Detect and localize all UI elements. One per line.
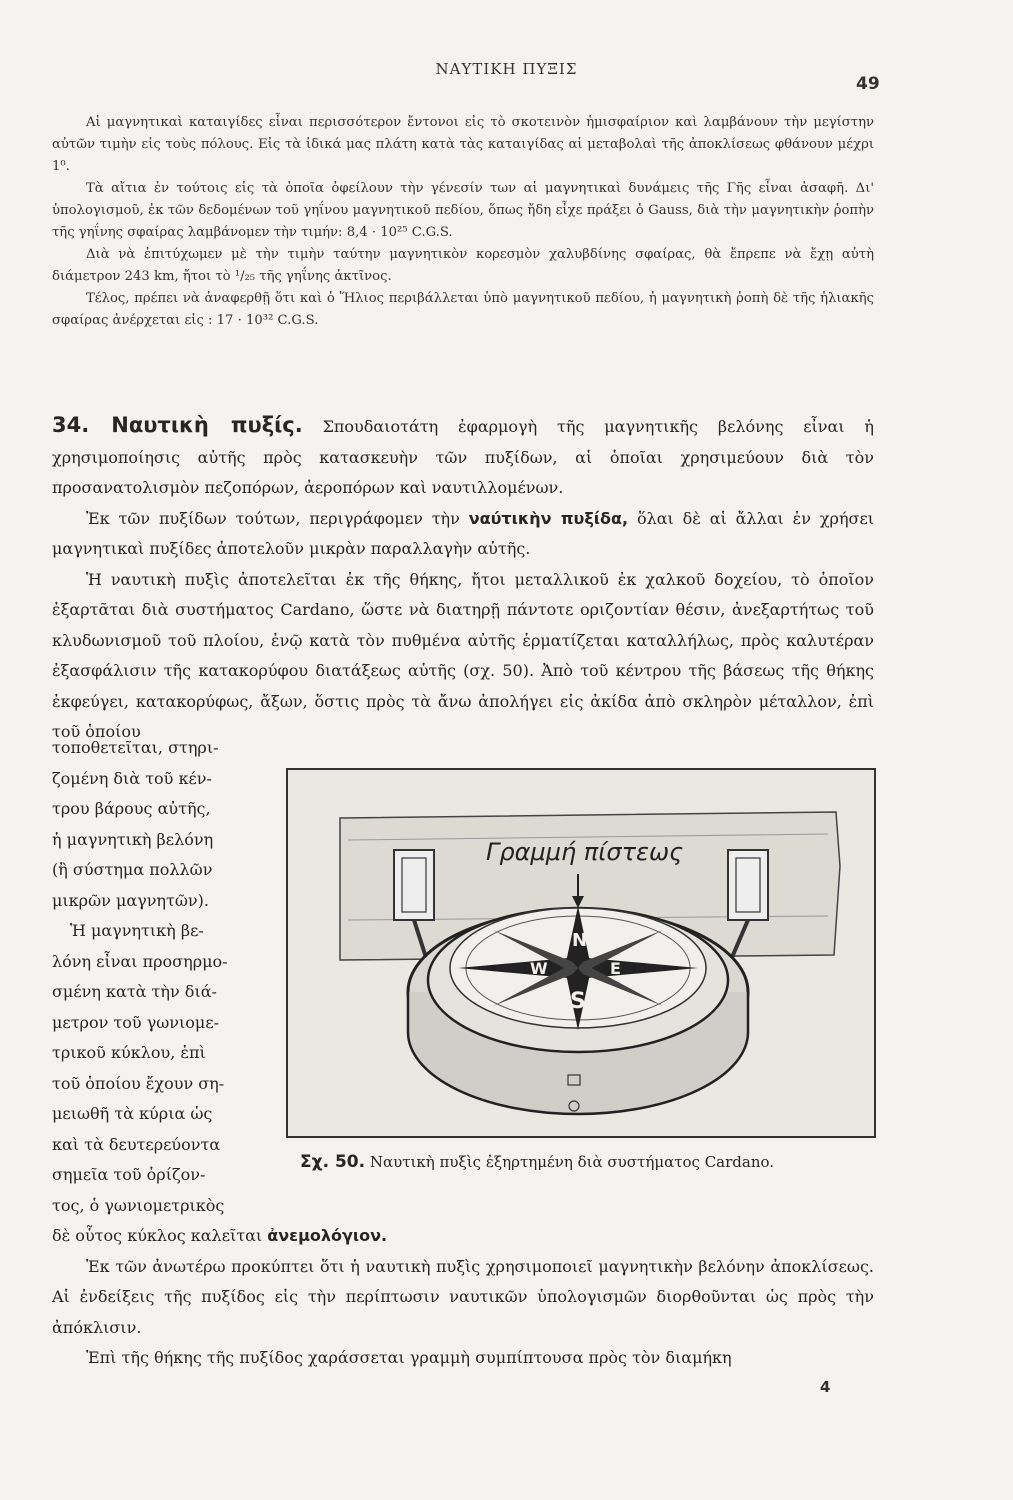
wrap-line: λόνη εἶναι προσηρμο- — [52, 951, 228, 971]
intro-text — [52, 112, 874, 332]
compass-figure — [286, 768, 876, 1138]
section-paragraph-1 — [52, 410, 874, 504]
wrap-line: καὶ τὰ δευτερεύοντα — [52, 1134, 221, 1154]
section-body-continued — [52, 1221, 874, 1374]
caption-number: Σχ. 50. — [300, 1152, 366, 1172]
wrap-text-column — [52, 733, 262, 1221]
page-number: 49 — [856, 74, 880, 94]
compass-illustration — [288, 770, 874, 1136]
printer-signature: 4 — [820, 1378, 831, 1396]
wrap-line: Ἡ μαγνητικὴ βε- — [70, 921, 204, 940]
section-paragraph-3: Ἡ ναυτικὴ πυξὶς ἀποτελεῖται ἐκ τῆς θήκης, ἤτοι μεταλλικοῦ ἐκ χαλκοῦ δοχείου, τὸ ὁποῖον ἐξαρτᾶται διὰ συστήματος Cardano, ὥστε νὰ διατηρῇ πάντοτε οριζοντίαν θέσιν, ἀνεξαρτήτως τοῦ κλυδωνισμοῦ τοῦ πλοίου, ἐνῷ κατὰ τὸν πυθμένα αὐτῆς ἑρματίζεται καταλλήλως, πρὸς καλυτέραν ἐξασφάλισιν τῆς κατακορύφου διατάξεως αὐτῆς (σχ. 50). Ἀπὸ τοῦ κέντρου τῆς βάσεως τῆς θήκης ἐκφεύγει, κατακορύφως, ἄξων, ὅστις πρὸς τὰ ἄνω ἀπολήγει εἰς ἀκίδα ἀπὸ σκληρὸν μέταλλον, ἐπὶ τοῦ ὁποίου — [52, 569, 874, 741]
wrap-line: τρου βάρους αὐτῆς, — [52, 799, 211, 818]
wrap-line: τοῦ ὁποίου ἔχουν ση- — [52, 1073, 225, 1093]
wind-rose-line-text: δὲ οὗτος κύκλος καλεῖται — [52, 1226, 263, 1245]
section-paragraph-5: Ἐπὶ τῆς θήκης τῆς πυξίδος χαράσσεται γραμμὴ συμπίπτουσα πρὸς τὸν διαμήκη — [86, 1348, 732, 1367]
section-paragraph-1-text: Σπουδαιοτάτη ἐφαρμογὴ τῆς μαγνητικῆς βελόνης εἶναι ἡ χρησιμοποίησις αὐτῆς πρὸς κατασκευὴν τῶν πυξίδων, αἱ ὁποῖαι χρησιμεύουν διὰ τὸν προσανατολισμὸν πεζοπόρων, ἀεροπόρων καὶ ναυτιλλομένων. — [52, 417, 874, 497]
rose-letter-west: W — [530, 959, 548, 978]
wrap-line: μειωθῆ τὰ κύρια ὡς — [52, 1104, 213, 1123]
wrap-line: μικρῶν μαγνητῶν). — [52, 890, 209, 910]
intro-paragraph-1: Αἱ μαγνητικαὶ καταιγίδες εἶναι περισσότερον ἔντονοι εἰς τὸ σκοτεινὸν ἡμισφαίριον καὶ λαμβάνουν τὴν μεγίστην αὐτῶν τιμὴν εἰς τοὺς πόλους. Εἰς τὰ ἰδικά μας πλάτη κατὰ τὰς καταιγίδας αἱ μεταβολαὶ τῆς ἀποκλίσεως φθάνουν μέχρι 1⁰. — [52, 115, 874, 174]
caption-text: Ναυτικὴ πυξὶς ἐξηρτημένη διὰ συστήματος Cardano. — [369, 1153, 775, 1171]
section-paragraph-2-a: Ἐκ τῶν πυξίδων τούτων, περιγράφομεν τὴν — [86, 508, 460, 528]
intro-paragraph-4: Τέλος, πρέπει νὰ ἀναφερθῇ ὅτι καὶ ὁ Ἥλιος περιβάλλεται ὑπὸ μαγνητικοῦ πεδίου, ἡ μαγνητικὴ ῥοπὴ δὲ τῆς ἡλιακῆς σφαίρας ἀνέρχεται εἰς : 17 · 10³² C.G.S. — [52, 291, 874, 328]
wrap-line: μετρον τοῦ γωνιομε- — [52, 1012, 220, 1032]
rose-letter-south: S — [570, 989, 586, 1014]
section-paragraph-4: Ἐκ τῶν ἀνωτέρω προκύπτει ὅτι ἡ ναυτικὴ πυξὶς χρησιμοποιεῖ μαγνητικὴν βελόνην ἀποκλίσεως. Αἱ ἐνδείξεις τῆς πυξίδος εἰς τὴν περίπτωσιν ναυτικῶν ὑπολογισμῶν διορθοῦνται ὡς πρὸς τὴν ἀπόκλισιν. — [52, 1256, 874, 1337]
wrap-line: τος, ὁ γωνιομετρικὸς — [52, 1195, 225, 1215]
wind-rose-line — [52, 1221, 874, 1252]
term-wind-rose: ἀνεμολόγιον. — [267, 1226, 388, 1245]
figure-caption — [300, 1152, 880, 1172]
section-paragraph-2-b: ὅλαι δὲ αἱ ἄλλαι ἐν χρήσει μαγνητικαὶ πυξίδες ἀποτελοῦν μικρὰν παραλλαγὴν αὐτῆς. — [52, 508, 875, 558]
section-body — [52, 410, 874, 748]
intro-paragraph-3: Διὰ νὰ ἐπιτύχωμεν μὲ τὴν τιμὴν ταύτην μαγνητικὸν κορεσμὸν χαλυβδίνης σφαίρας, θὰ ἔπρεπε νὰ ἔχῃ αὐτὴ διάμετρον 243 km, ἤτοι τὸ ¹/₂₅ τῆς γηΐνης ἀκτῖνος. — [52, 247, 874, 284]
wrap-line: τοποθετεῖται, στηρι- — [52, 738, 219, 757]
wrap-line: σμένη κατὰ τὴν διά- — [52, 982, 217, 1001]
wrap-line: (ἢ σύστημα πολλῶν — [52, 860, 213, 879]
intro-paragraph-2: Τὰ αἴτια ἐν τούτοις εἰς τὰ ὁποῖα ὀφείλουν τὴν γένεσίν των αἱ μαγνητικαὶ δυνάμεις τῆς Γῆς εἶναι ἀσαφῆ. Δι' ὑπολογισμοῦ, ἐκ τῶν δεδομένων τοῦ γηΐνου μαγνητικοῦ πεδίου, ὅπως ἤδη εἶχε πράξει ὁ Gauss, διὰ τὴν μαγνητικὴν ῥοπὴν τῆς γηΐνης σφαίρας λαμβάνομεν τὴν τιμήν: 8,4 · 10²⁵ C.G.S. — [52, 181, 874, 240]
term-nautical-compass: ναύτικὴν πυξίδα, — [468, 508, 629, 528]
rose-letter-east: E — [610, 959, 621, 978]
running-head: ΝΑΥΤΙΚΗ ΠΥΞΙΣ — [435, 60, 578, 78]
rose-letter-north: N — [572, 930, 588, 951]
wrap-line: σημεῖα τοῦ ὁρίζον- — [52, 1165, 206, 1184]
section-paragraph-2 — [52, 504, 874, 565]
wrap-line: τρικοῦ κύκλου, ἐπὶ — [52, 1043, 206, 1062]
wrap-line: ζομένη διὰ τοῦ κέν- — [52, 768, 212, 788]
lubber-line-label: Γραμμή πίστεως — [486, 838, 684, 866]
section-title: 34. Ναυτικὴ πυξίς. — [52, 413, 303, 437]
wrap-line: ἡ μαγνητικὴ βελόνη — [52, 829, 214, 849]
